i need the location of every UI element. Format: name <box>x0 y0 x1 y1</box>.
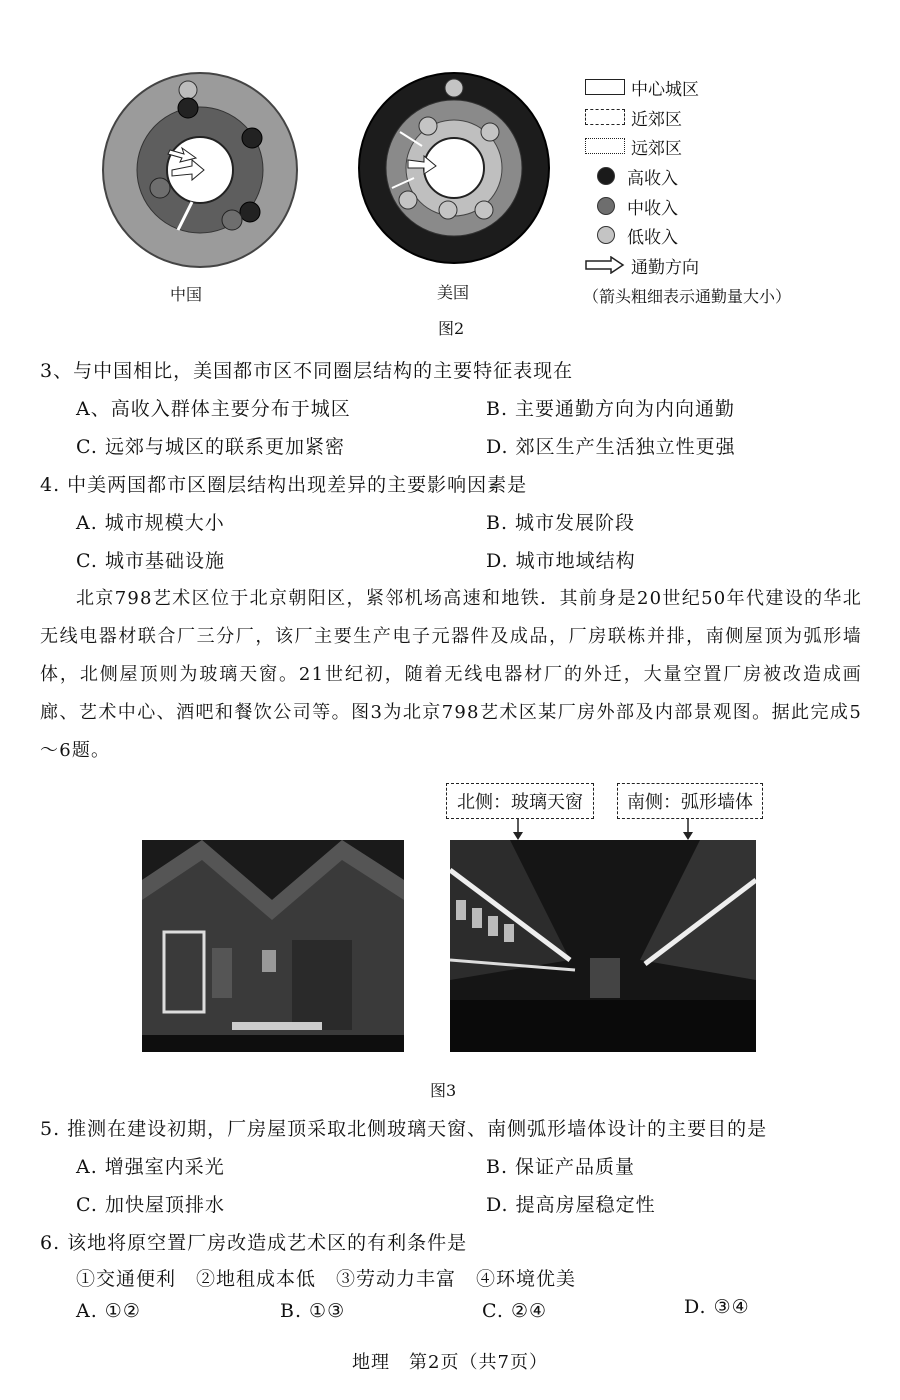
q4-option-d: D. 城市地域结构 <box>486 550 636 572</box>
china-dot-high <box>240 202 260 222</box>
south-tag: 南侧：弧形墙体 <box>617 783 763 819</box>
china-dot-mid <box>222 210 242 230</box>
usa-dot-low <box>419 117 437 135</box>
legend-low-income <box>585 222 678 248</box>
q5-option-d: D. 提高房屋稳定性 <box>486 1194 656 1216</box>
q3-option-c: C. 远郊与城区的联系更加紧密 <box>76 436 345 458</box>
legend-outer-suburb <box>585 133 682 159</box>
passage: 北京798艺术区位于北京朝阳区，紧邻机场高速和地铁．其前身是20世纪50年代建设的华北无线电器材联合厂三分厂，该厂主要生产电子元器件及成品，厂房联栋并排，南侧屋顶为弧形墙体，北侧屋顶则为玻璃天窗。21世纪初，随着无线电器材厂的外迁，大量空置厂房被改造成画廊、艺术中心、酒吧和餐饮公司等。图3为北京798艺术区某厂房外部及内部景观图。据此完成5～6题。 <box>40 588 862 761</box>
legend-center-city <box>585 74 699 100</box>
legend-label: 远郊区 <box>631 138 682 159</box>
legend-label: 中收入 <box>627 198 678 219</box>
china-dot-high <box>242 128 262 148</box>
q3-option-b: B. 主要通勤方向为内向通勤 <box>486 398 736 420</box>
factory-exterior-photo <box>142 840 404 1052</box>
q6-stem: 6. 该地将原空置厂房改造成艺术区的有利条件是 <box>40 1232 468 1254</box>
legend-label: 通勤方向 <box>631 257 699 278</box>
usa-label: 美国 <box>437 283 470 302</box>
q5-option-b: B. 保证产品质量 <box>486 1156 636 1178</box>
q3-option-d: D. 郊区生产生活独立性更强 <box>486 436 736 458</box>
legend-label: 中心城区 <box>631 79 699 100</box>
china-diagram <box>100 70 300 270</box>
usa-dot-low <box>481 123 499 141</box>
q4-stem: 4. 中美两国都市区圈层结构出现差异的主要影响因素是 <box>40 474 528 496</box>
q6-items: ①交通便利 ②地租成本低 ③劳动力丰富 ④环境优美 <box>76 1268 577 1290</box>
solid-rect-icon <box>585 79 625 95</box>
china-dot-mid <box>150 178 170 198</box>
q5-option-c: C. 加快屋顶排水 <box>76 1194 225 1216</box>
q4-option-a: A. 城市规模大小 <box>76 512 225 534</box>
legend-label: 近郊区 <box>631 109 682 130</box>
high-income-dot-icon <box>597 167 615 185</box>
legend-high-income <box>585 163 678 189</box>
legend-label: 高收入 <box>627 168 678 189</box>
q3-option-a: A、高收入群体主要分布于城区 <box>76 398 351 420</box>
legend-label: 低收入 <box>627 227 678 248</box>
south-arrow-icon <box>678 818 698 842</box>
china-dot-low <box>179 81 197 99</box>
figure2-caption: 图2 <box>438 319 465 338</box>
q6-option-a: A. ①② <box>76 1300 141 1322</box>
china-label: 中国 <box>170 285 203 304</box>
usa-diagram <box>356 70 552 266</box>
legend-commute <box>585 252 699 278</box>
north-tag: 北侧：玻璃天窗 <box>446 783 594 819</box>
q6-option-c: C. ②④ <box>482 1300 548 1322</box>
china-dot-high <box>178 98 198 118</box>
q5-option-a: A. 增强室内采光 <box>76 1156 225 1178</box>
north-arrow-icon <box>508 818 528 842</box>
q4-option-b: B. 城市发展阶段 <box>486 512 636 534</box>
legend-note: （箭头粗细表示通勤量大小） <box>583 287 792 306</box>
dotted-rect-icon <box>585 138 625 154</box>
low-income-dot-icon <box>597 226 615 244</box>
legend-inner-suburb <box>585 104 682 130</box>
q3-stem: 3、与中国相比，美国都市区不同圈层结构的主要特征表现在 <box>40 360 574 382</box>
usa-dot-low <box>475 201 493 219</box>
usa-dot-low <box>445 79 463 97</box>
q4-option-c: C. 城市基础设施 <box>76 550 225 572</box>
q6-option-d: D. ③④ <box>684 1296 750 1318</box>
page-footer: 地理 第2页（共7页） <box>352 1352 548 1373</box>
mid-income-dot-icon <box>597 197 615 215</box>
q6-option-b: B. ①③ <box>280 1300 346 1322</box>
hollow-arrow-icon <box>585 256 625 274</box>
dashed-rect-icon <box>585 109 625 125</box>
legend-mid-income <box>585 193 678 219</box>
usa-dot-low <box>439 201 457 219</box>
usa-dot-low <box>399 191 417 209</box>
figure3-caption: 图3 <box>430 1081 457 1100</box>
factory-interior-photo <box>450 840 756 1052</box>
q5-stem: 5. 推测在建设初期，厂房屋顶采取北侧玻璃天窗、南侧弧形墙体设计的主要目的是 <box>40 1118 768 1140</box>
